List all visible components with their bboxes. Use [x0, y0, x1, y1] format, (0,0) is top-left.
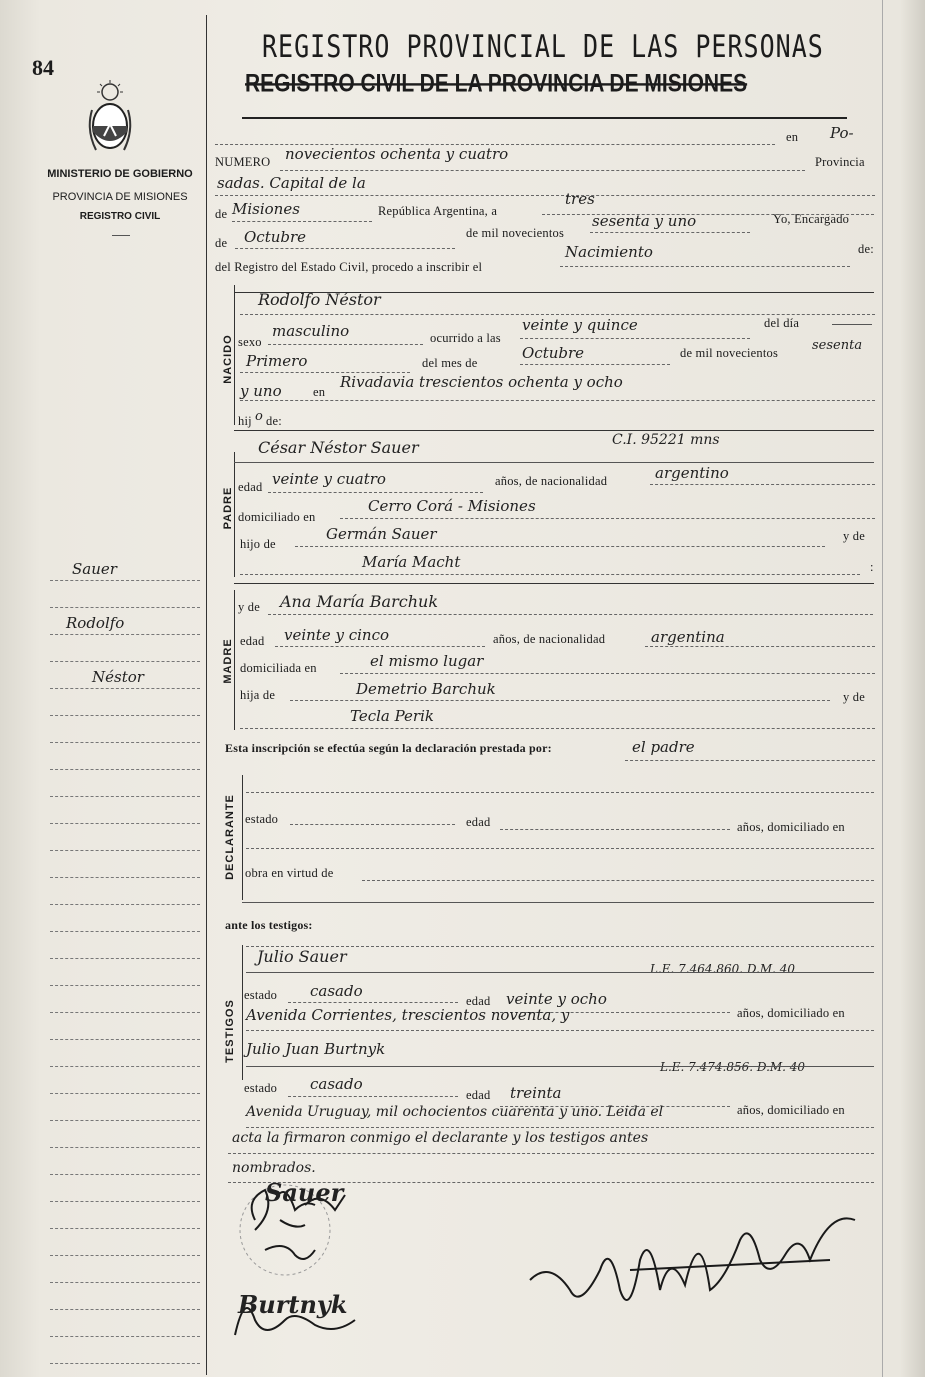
rule — [288, 1002, 458, 1003]
year-value: sesenta y uno — [592, 212, 697, 230]
rule — [242, 902, 874, 903]
mil-novecientos-label: de mil novecientos — [680, 346, 779, 360]
act-type-value: Nacimiento — [565, 243, 653, 261]
rule — [290, 824, 455, 825]
margin-surname: Sauer — [72, 560, 117, 578]
witness2-domicilio-value: Avenida Uruguay, mil ochocientos cuarenta y uno. Leida el — [246, 1104, 664, 1120]
witness1-name: Julio Sauer — [257, 947, 347, 966]
province-value: Misiones — [232, 200, 300, 218]
de-label: de — [215, 207, 228, 221]
rule — [645, 646, 875, 647]
en-label: en — [786, 130, 799, 144]
rule — [50, 850, 200, 851]
newborn-name: Rodolfo Néstor — [258, 290, 381, 309]
day-value: tres — [565, 190, 595, 208]
republica-label: República Argentina, a — [378, 204, 498, 218]
margin-name2: Néstor — [92, 668, 144, 686]
ministry-divider — [112, 235, 130, 236]
margin-divider — [206, 15, 207, 1375]
provincia-label: Provincia — [815, 155, 865, 169]
padre-nacionalidad-value: argentino — [655, 464, 729, 482]
padre-y-de-label: y de — [843, 529, 865, 543]
declarante-section-label: DECLARANTE — [224, 794, 236, 880]
rule — [215, 195, 875, 196]
hijo-de-label: de: — [266, 414, 282, 428]
rule — [832, 324, 872, 325]
rule — [50, 1066, 200, 1067]
obra-label: obra en virtud de — [245, 866, 334, 880]
registry-title: REGISTRO PROVINCIAL DE LAS PERSONAS — [262, 28, 824, 65]
rule — [50, 688, 200, 689]
dia-value: Primero — [246, 352, 308, 370]
place-part2: sadas. Capital de la — [217, 174, 366, 192]
numero-value: novecientos ochenta y cuatro — [285, 145, 509, 163]
ministry-line1: MINISTERIO DE GOBIERNO — [47, 168, 193, 180]
year-label: de mil novecientos — [466, 226, 565, 240]
testigos-bracket — [242, 945, 243, 1080]
rule — [500, 829, 730, 830]
sexo-value: masculino — [272, 322, 350, 340]
paternal-grandmother: María Macht — [362, 553, 461, 571]
rule — [50, 742, 200, 743]
rule — [268, 614, 873, 615]
rule — [50, 931, 200, 932]
rule — [246, 848, 874, 849]
rule — [50, 1012, 200, 1013]
rule — [340, 518, 875, 519]
declarante-domicilio-label: años, domiciliado en — [737, 820, 845, 834]
father-name: César Néstor Sauer — [258, 438, 419, 457]
yo-encargado-label: Yo, Encargado — [773, 212, 850, 226]
rule — [235, 248, 455, 249]
rule — [50, 661, 200, 662]
rule — [50, 823, 200, 824]
anio-value-a: sesenta — [812, 338, 863, 353]
hora-value: veinte y quince — [522, 316, 638, 334]
rule — [50, 1120, 200, 1121]
rule — [50, 1039, 200, 1040]
rule — [275, 646, 485, 647]
rule — [625, 760, 875, 761]
witness1-estado-label: estado — [244, 988, 278, 1002]
padre-hijo-de-label: hijo de — [240, 537, 276, 551]
declarante-bracket — [242, 775, 243, 900]
witness2-estado-value: casado — [310, 1075, 363, 1093]
rule — [246, 972, 874, 973]
rule — [590, 232, 750, 233]
rule — [240, 728, 875, 729]
madre-hija-de-label: hija de — [240, 688, 276, 702]
rule — [50, 1309, 200, 1310]
madre-bracket — [234, 590, 235, 730]
rule — [232, 221, 372, 222]
rule — [234, 430, 874, 431]
numero-label: NUMERO — [215, 155, 271, 169]
madre-domicilio-value: el mismo lugar — [370, 652, 484, 670]
closing-line1: acta la firmaron conmigo el declarante y los testigos antes — [232, 1130, 649, 1146]
place-part1: Po- — [830, 124, 854, 142]
rule — [280, 170, 805, 171]
witness1-edad-label: edad — [466, 994, 491, 1008]
witness2-edad-value: treinta — [510, 1084, 562, 1102]
madre-edad-label: edad — [240, 634, 265, 648]
padre-domicilio-label: domiciliado en — [238, 510, 316, 524]
rule — [295, 546, 825, 547]
rule — [340, 673, 875, 674]
rule — [50, 715, 200, 716]
rule — [268, 492, 483, 493]
del-mes-label: del mes de — [422, 356, 478, 370]
header-underline — [242, 117, 847, 119]
struck-registry-title: REGISTRO CIVIL DE LA PROVINCIA DE MISIONES — [245, 70, 748, 98]
madre-y-de-label: y de — [238, 600, 260, 614]
ministry-line3: REGISTRO CIVIL — [79, 211, 161, 222]
witness2-domicilio-label: años, domiciliado en — [737, 1103, 845, 1117]
rule — [234, 462, 874, 463]
witness1-edad-value: veinte y ocho — [506, 990, 607, 1008]
father-ci: C.I. 95221 mns — [612, 432, 720, 448]
padre-edad-value: veinte y cuatro — [272, 470, 386, 488]
padre-nacionalidad-label: años, de nacionalidad — [495, 474, 608, 488]
madre-nacionalidad-value: argentina — [651, 628, 725, 646]
registro-label: del Registro del Estado Civil, procedo a inscribir el — [215, 260, 483, 274]
padre-section-label: PADRE — [222, 486, 234, 530]
padre-colon: : — [870, 560, 874, 574]
signature-officer-icon — [510, 1200, 890, 1350]
hijo-suffix: o — [255, 409, 263, 424]
rule — [240, 574, 860, 575]
de-colon-label: de: — [858, 242, 874, 256]
lugar-value: Rivadavia trescientos ochenta y ocho — [340, 373, 623, 391]
del-dia-label: del día — [764, 316, 800, 330]
witness2-name: Julio Juan Burtnyk — [246, 1040, 386, 1058]
rule — [50, 1201, 200, 1202]
sexo-label: sexo — [238, 335, 262, 349]
witness2-id: L.E. 7.474.856. D.M. 40 — [660, 1060, 806, 1074]
declaracion-value: el padre — [632, 738, 695, 756]
rule — [50, 877, 200, 878]
mother-name: Ana María Barchuk — [280, 592, 439, 611]
witness2-edad-label: edad — [466, 1088, 491, 1102]
de-label-2: de — [215, 236, 228, 250]
rule — [246, 1066, 874, 1067]
rule — [50, 580, 200, 581]
madre-nacionalidad-label: años, de nacionalidad — [493, 632, 606, 646]
rule — [240, 400, 875, 401]
mes-value: Octubre — [522, 344, 585, 362]
rule — [362, 880, 874, 881]
padre-domicilio-value: Cerro Corá - Misiones — [368, 497, 536, 515]
witness1-estado-value: casado — [310, 982, 363, 1000]
signature-witness-text: Burtnyk — [238, 1290, 348, 1319]
maternal-grandmother: Tecla Perik — [350, 707, 434, 725]
rule — [50, 1228, 200, 1229]
closing-line2: nombrados. — [232, 1160, 316, 1176]
rule — [50, 1174, 200, 1175]
rule — [50, 1336, 200, 1337]
witness2-estado-label: estado — [244, 1081, 278, 1095]
rule — [650, 484, 875, 485]
rule — [290, 700, 830, 701]
rule — [520, 364, 670, 365]
rule — [246, 1030, 874, 1031]
rule — [50, 1093, 200, 1094]
rule — [560, 266, 850, 267]
ocurrido-label: ocurrido a las — [430, 331, 501, 345]
anio-value-b: y uno — [240, 382, 282, 400]
declarante-edad-label: edad — [466, 815, 491, 829]
paternal-grandfather: Germán Sauer — [326, 525, 437, 543]
rule — [240, 314, 875, 315]
page-number: 84 — [32, 55, 54, 80]
madre-domicilio-label: domiciliada en — [240, 661, 317, 675]
hijo-label: hij — [238, 414, 252, 428]
signature-declarante-text: Sauer — [265, 1178, 344, 1207]
rule — [246, 792, 874, 793]
madre-y-de-label-2: y de — [843, 690, 865, 704]
madre-section-label: MADRE — [222, 638, 234, 684]
witness1-domicilio-label: años, domiciliado en — [737, 1006, 845, 1020]
nacido-en-label: en — [313, 385, 326, 399]
rule — [50, 1282, 200, 1283]
rule — [50, 1255, 200, 1256]
rule — [50, 985, 200, 986]
page-edge — [882, 0, 883, 1377]
padre-edad-label: edad — [238, 480, 263, 494]
rule — [50, 796, 200, 797]
rule — [228, 1153, 874, 1154]
argentina-coat-of-arms-icon — [84, 80, 136, 158]
rule — [288, 1096, 458, 1097]
rule — [50, 769, 200, 770]
madre-edad-value: veinte y cinco — [284, 626, 390, 644]
testigos-section-label: TESTIGOS — [224, 999, 236, 1063]
ministry-line2: PROVINCIA DE MISIONES — [52, 191, 188, 203]
nacido-bracket — [234, 285, 235, 425]
rule — [50, 958, 200, 959]
maternal-grandfather: Demetrio Barchuk — [356, 680, 496, 698]
rule — [268, 344, 423, 345]
rule — [246, 1127, 874, 1128]
rule — [50, 607, 200, 608]
rule — [50, 1147, 200, 1148]
rule — [50, 634, 200, 635]
declaracion-label: Esta inscripción se efectúa según la declaración prestada por: — [225, 741, 552, 755]
rule — [520, 338, 750, 339]
padre-bracket — [234, 452, 235, 577]
declarante-estado-label: estado — [245, 812, 279, 826]
margin-name1: Rodolfo — [66, 614, 125, 632]
witness1-domicilio-value: Avenida Corrientes, trescientos noventa, y — [246, 1006, 570, 1024]
testigos-intro: ante los testigos: — [225, 918, 313, 932]
rule — [50, 904, 200, 905]
rule — [234, 583, 874, 584]
rule — [50, 1363, 200, 1364]
witness1-id: L.E. 7.464.860. D.M. 40 — [650, 962, 796, 976]
nacido-section-label: NACIDO — [222, 334, 234, 384]
month-value: Octubre — [244, 228, 307, 246]
